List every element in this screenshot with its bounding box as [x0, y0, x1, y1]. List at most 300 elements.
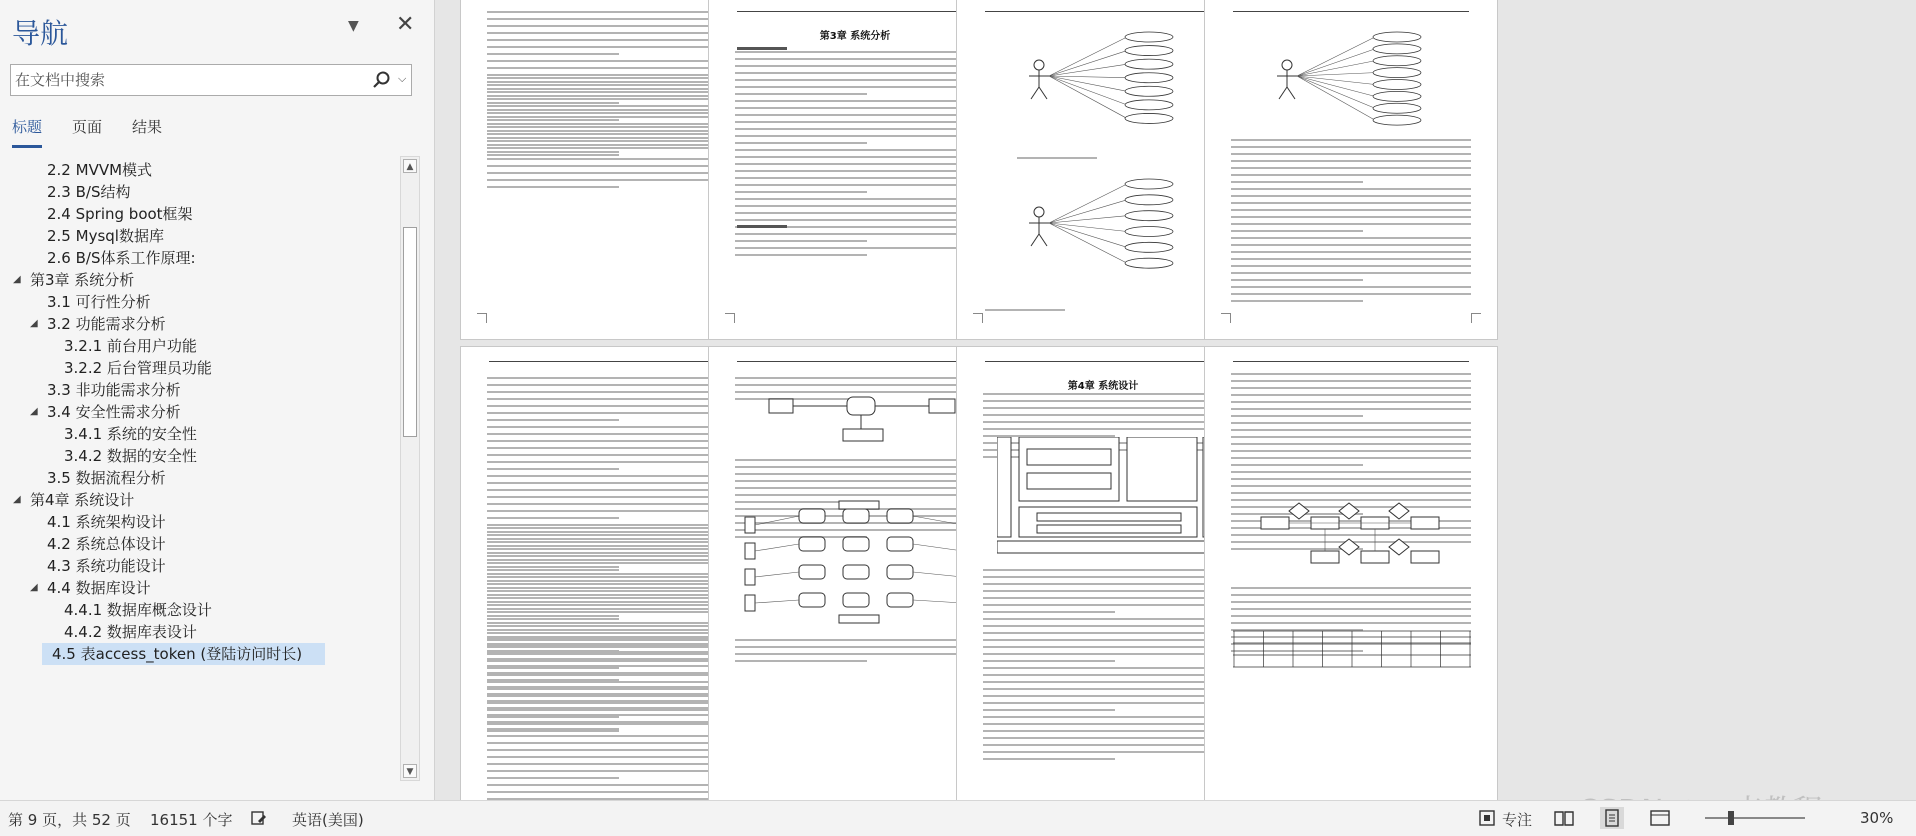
text-line: [487, 95, 727, 97]
text-line: [735, 121, 975, 123]
text-line: [983, 667, 1223, 669]
text-line: [983, 660, 1115, 662]
tab-headings[interactable]: 标题: [12, 116, 42, 148]
text-line: [735, 142, 867, 144]
text-line: [487, 693, 727, 695]
text-line: [487, 695, 727, 697]
text-line: [983, 407, 1223, 409]
focus-icon[interactable]: [1478, 809, 1496, 827]
text-line: [1231, 272, 1471, 274]
text-line: [487, 126, 727, 128]
outline-item-label: 第3章 系统分析: [30, 271, 135, 289]
text-line: [983, 758, 1115, 760]
text-line: [487, 756, 727, 758]
text-line: [1231, 471, 1471, 473]
text-line: [487, 84, 727, 86]
text-line: [735, 72, 975, 74]
outline-item[interactable]: [0, 291, 400, 313]
text-line: [487, 116, 727, 118]
text-line: [735, 384, 975, 386]
outline-item[interactable]: [0, 225, 400, 247]
text-line: [1231, 443, 1471, 445]
outline-item[interactable]: [0, 335, 400, 357]
text-line: [735, 100, 975, 102]
text-line: [487, 541, 727, 543]
text-line: [487, 531, 727, 533]
text-line: [487, 721, 727, 723]
text-line: [983, 569, 1223, 571]
text-line: [487, 18, 727, 20]
outline-item-label: 4.4.1 数据库概念设计: [64, 601, 212, 619]
search-icon[interactable]: [371, 69, 393, 91]
text-line: [1231, 265, 1471, 267]
text-line: [487, 618, 619, 620]
collapse-triangle-icon[interactable]: ◢: [13, 494, 21, 505]
text-line: [735, 114, 975, 116]
outline-item[interactable]: [0, 599, 400, 621]
text-line: [735, 240, 867, 242]
outline-item-label: 4.3 系统功能设计: [47, 557, 166, 575]
text-line: [487, 147, 727, 149]
text-line: [735, 184, 975, 186]
text-line: [487, 60, 727, 62]
outline-item[interactable]: [0, 467, 400, 489]
outline-item-label: 3.2 功能需求分析: [47, 315, 166, 333]
nav-tabs: [12, 116, 192, 148]
text-line: [983, 618, 1223, 620]
text-line: [487, 622, 727, 624]
text-line: [1231, 373, 1471, 375]
text-line: [487, 67, 727, 69]
text-line: [487, 548, 727, 550]
text-line: [487, 566, 619, 568]
outline-item[interactable]: [0, 269, 400, 291]
zoom-slider-thumb[interactable]: [1728, 811, 1734, 825]
outline-item-label: 4.4 数据库设计: [47, 579, 151, 597]
text-line: [487, 102, 619, 104]
text-line: [1231, 188, 1471, 190]
text-line: [487, 53, 619, 55]
text-line: [487, 784, 727, 786]
outline-item-label: 4.5 表access_token (登陆访问时长): [52, 645, 303, 663]
text-line: [487, 604, 727, 606]
text-line: [1231, 450, 1471, 452]
text-line: [983, 695, 1223, 697]
text-line: [735, 487, 975, 489]
outline-item-label: 3.3 非功能需求分析: [47, 381, 181, 399]
text-line: [487, 629, 727, 631]
text-line: [1231, 181, 1363, 183]
text-line: [487, 637, 727, 639]
text-line: [983, 751, 1223, 753]
text-line: [487, 426, 727, 428]
text-line: [487, 137, 727, 139]
text-line: [1231, 401, 1471, 403]
nav-search-box: [10, 64, 412, 96]
text-line: [1231, 230, 1363, 232]
outline-item[interactable]: [0, 357, 400, 379]
spell-check-icon[interactable]: [250, 809, 268, 827]
text-line: [487, 660, 727, 662]
text-line: [487, 186, 619, 188]
scroll-up-arrow-icon[interactable]: ▲: [403, 159, 417, 173]
text-line: [487, 644, 727, 646]
collapse-triangle-icon[interactable]: ◢: [30, 582, 38, 593]
text-line: [487, 587, 727, 589]
document-canvas[interactable]: [436, 0, 1916, 800]
text-line: [735, 58, 975, 60]
text-line: [1231, 146, 1471, 148]
text-line: [487, 688, 727, 690]
text-line: [983, 400, 1223, 402]
text-line: [487, 433, 727, 435]
text-line: [983, 688, 1223, 690]
text-line: [735, 198, 975, 200]
text-line: [1231, 622, 1471, 624]
tab-pages[interactable]: 页面: [72, 118, 103, 136]
outline-item[interactable]: [0, 401, 400, 423]
navigation-pane: [0, 0, 435, 800]
text-line: [487, 151, 619, 153]
text-line: [487, 723, 727, 725]
text-line: [1231, 587, 1471, 589]
text-line: [487, 632, 727, 634]
text-line: [735, 170, 975, 172]
text-line: [1231, 209, 1471, 211]
text-line: [487, 679, 619, 681]
text-line: [983, 639, 1223, 641]
text-line: [487, 714, 727, 716]
text-line: [487, 398, 727, 400]
outline-item-label: 3.4 安全性需求分析: [47, 403, 181, 421]
text-line: [1231, 223, 1471, 225]
text-line: [487, 608, 727, 610]
chapter-heading: 第4章 系统设计: [1067, 381, 1139, 392]
text-line: [487, 77, 727, 79]
text-line: [735, 128, 975, 130]
text-line: [1231, 380, 1471, 382]
text-line: [487, 475, 727, 477]
text-line: [1231, 408, 1471, 410]
outline-item-label: 3.4.2 数据的安全性: [64, 447, 197, 465]
outline-item[interactable]: [0, 555, 400, 577]
text-line: [487, 552, 727, 554]
text-line: [487, 672, 727, 674]
search-options-chevron-down-icon[interactable]: ⌵: [398, 72, 407, 85]
text-line: [487, 74, 727, 76]
text-line: [487, 538, 727, 540]
text-line: [735, 473, 975, 475]
collapse-triangle-icon[interactable]: ◢: [30, 318, 38, 329]
text-line: [1231, 153, 1471, 155]
focus-mode-button[interactable]: 专注: [1502, 811, 1533, 829]
nav-pane-title: 导航: [12, 17, 69, 50]
text-line: [487, 709, 727, 711]
text-line: [983, 590, 1223, 592]
text-line: [983, 414, 1223, 416]
outline-item[interactable]: [0, 247, 400, 269]
text-line: [487, 503, 727, 505]
page-number-indicator[interactable]: 第 9 页，共 52 页: [8, 811, 131, 829]
text-line: [487, 440, 727, 442]
web-layout-icon[interactable]: [1648, 807, 1672, 829]
text-line: [487, 545, 727, 547]
text-line: [1231, 216, 1471, 218]
text-line: [735, 646, 975, 648]
outline-item-label: 第4章 系统设计: [30, 491, 135, 509]
read-mode-icon[interactable]: [1552, 807, 1576, 829]
text-line: [735, 494, 975, 496]
word-count[interactable]: 16151 个字: [150, 811, 233, 829]
text-line: [1231, 394, 1471, 396]
text-line: [487, 730, 619, 732]
outline-item-label: 3.5 数据流程分析: [47, 469, 166, 487]
text-line: [735, 247, 975, 249]
status-bar: [0, 800, 1916, 836]
text-line: [487, 702, 727, 704]
text-line: [1231, 387, 1471, 389]
text-line: [487, 419, 619, 421]
close-icon[interactable]: ✕: [396, 12, 415, 37]
text-line: [487, 615, 619, 617]
text-line: [487, 667, 619, 669]
system-architecture-diagram: [997, 437, 1217, 555]
data-flow-diagram-detail: [739, 497, 979, 627]
text-line: [983, 421, 1223, 423]
text-line: [1231, 464, 1363, 466]
collapse-triangle-icon[interactable]: ◢: [30, 406, 38, 417]
outline-item-label: 3.2.2 后台管理员功能: [64, 359, 212, 377]
text-line: [487, 777, 619, 779]
text-line: [735, 51, 975, 53]
text-line: [487, 611, 727, 613]
text-line: [487, 580, 727, 582]
text-line: [1231, 293, 1471, 295]
text-line: [487, 123, 727, 125]
outline-item[interactable]: [0, 160, 400, 181]
text-line: [487, 749, 727, 751]
text-line: [1231, 258, 1471, 260]
outline-item-label: 3.2.1 前台用户功能: [64, 337, 197, 355]
use-case-diagram: [1265, 25, 1445, 135]
text-line: [487, 447, 727, 449]
text-line: [487, 625, 727, 627]
text-line: [735, 233, 975, 235]
document-page[interactable]: [1204, 0, 1498, 340]
text-line: [487, 651, 727, 653]
use-case-diagram: [1017, 25, 1197, 135]
outline-item-label: 4.4.2 数据库表设计: [64, 623, 197, 641]
text-line: [487, 524, 727, 526]
nav-options-chevron-down-icon[interactable]: ▼: [348, 18, 359, 34]
text-line: [735, 219, 975, 221]
text-line: [487, 653, 727, 655]
text-line: [487, 179, 727, 181]
text-line: [735, 377, 975, 379]
text-line: [487, 81, 727, 83]
outline-item[interactable]: [0, 511, 400, 533]
text-line: [487, 130, 727, 132]
outline-item[interactable]: [0, 577, 400, 599]
text-line: [487, 112, 727, 114]
zoom-level[interactable]: 30%: [1860, 809, 1894, 827]
text-line: [487, 88, 727, 90]
text-line: [487, 489, 727, 491]
text-line: [487, 91, 727, 93]
outline-item-label: 4.2 系统总体设计: [47, 535, 166, 553]
collapse-triangle-icon[interactable]: ◢: [13, 274, 21, 285]
text-line: [487, 569, 619, 571]
text-line: [735, 639, 975, 641]
text-line: [487, 496, 727, 498]
outline-item[interactable]: [0, 533, 400, 555]
text-line: [487, 646, 727, 648]
outline-item[interactable]: [0, 181, 400, 203]
text-line: [1231, 478, 1471, 480]
text-line: [735, 156, 975, 158]
print-layout-icon[interactable]: [1600, 807, 1624, 829]
text-line: [735, 205, 975, 207]
outline-item-label: 3.4.1 系统的安全性: [64, 425, 197, 443]
text-line: [735, 459, 975, 461]
outline-item-label: 2.3 B/S结构: [47, 183, 131, 201]
language-indicator[interactable]: 英语(美国): [292, 811, 364, 829]
outline-item[interactable]: [0, 379, 400, 401]
text-line: [735, 177, 975, 179]
text-line: [983, 709, 1115, 711]
text-line: [735, 107, 975, 109]
text-line: [735, 163, 975, 165]
text-line: [1231, 286, 1471, 288]
text-line: [1231, 279, 1363, 281]
text-line: [735, 466, 975, 468]
text-line: [487, 681, 727, 683]
text-line: [983, 583, 1223, 585]
outline-item-label: 3.1 可行性分析: [47, 293, 151, 311]
text-line: [487, 791, 727, 793]
text-line: [983, 744, 1223, 746]
text-line: [983, 428, 1223, 430]
text-line: [487, 32, 727, 34]
text-line: [1231, 429, 1471, 431]
text-line: [487, 140, 727, 142]
text-line: [983, 723, 1223, 725]
text-line: [1231, 160, 1471, 162]
text-line: [487, 707, 727, 709]
text-line: [735, 212, 975, 214]
text-line: [487, 674, 727, 676]
text-line: [487, 597, 727, 599]
search-input[interactable]: [11, 65, 361, 95]
text-line: [487, 559, 727, 561]
text-line: [983, 737, 1223, 739]
text-line: [1231, 492, 1471, 494]
outline-item-label: 2.4 Spring boot框架: [47, 205, 193, 223]
text-line: [487, 770, 727, 772]
text-line: [735, 65, 975, 67]
outline-item[interactable]: [0, 621, 400, 643]
text-line: [735, 79, 975, 81]
zoom-slider[interactable]: [1705, 817, 1805, 819]
text-line: [487, 665, 727, 667]
text-line: [487, 527, 727, 529]
scroll-down-arrow-icon[interactable]: ▼: [403, 764, 417, 778]
text-line: [487, 517, 619, 519]
outline-item[interactable]: [0, 313, 400, 335]
text-line: [487, 742, 727, 744]
text-line: [983, 681, 1223, 683]
text-line: [487, 412, 727, 414]
text-line: [983, 716, 1223, 718]
text-line: [487, 39, 727, 41]
text-line: [735, 653, 975, 655]
text-line: [1231, 594, 1471, 596]
text-line: [1231, 244, 1471, 246]
text-line: [487, 11, 727, 13]
text-line: [487, 158, 727, 160]
text-line: [735, 93, 867, 95]
text-line: [487, 639, 727, 641]
use-case-diagram: [1017, 172, 1197, 282]
outline-item-label: 2.6 B/S体系工作原理:: [47, 249, 196, 267]
outline-item[interactable]: [42, 643, 325, 665]
scrollbar-thumb[interactable]: [403, 227, 417, 437]
text-line: [983, 674, 1223, 676]
text-line: [1231, 300, 1363, 302]
text-line: [487, 454, 727, 456]
outline-scrollbar[interactable]: [400, 156, 420, 781]
text-line: [1231, 615, 1471, 617]
text-line: [983, 632, 1223, 634]
outline-item[interactable]: [0, 445, 400, 467]
text-line: [487, 461, 727, 463]
text-line: [487, 154, 619, 156]
text-line: [487, 391, 727, 393]
text-line: [983, 604, 1223, 606]
text-line: [487, 735, 727, 737]
text-line: [487, 510, 727, 512]
text-line: [1231, 415, 1363, 417]
chapter-heading: 第3章 系统分析: [819, 31, 891, 42]
text-line: [1231, 202, 1471, 204]
text-line: [487, 534, 727, 536]
text-line: [1231, 167, 1471, 169]
database-table: [1233, 629, 1471, 669]
text-line: [735, 480, 975, 482]
text-line: [487, 658, 727, 660]
text-line: [487, 716, 619, 718]
text-line: [983, 611, 1115, 613]
text-line: [1231, 608, 1471, 610]
tab-results[interactable]: 结果: [132, 118, 163, 136]
text-line: [487, 686, 727, 688]
data-flow-diagram: [759, 391, 959, 447]
document-page[interactable]: [1204, 346, 1498, 800]
text-line: [983, 576, 1223, 578]
text-line: [1231, 422, 1471, 424]
text-line: [735, 191, 867, 193]
outline-item[interactable]: [0, 489, 400, 511]
outline-item-label: 2.2 MVVM模式: [47, 161, 153, 179]
text-line: [487, 377, 727, 379]
outline-item-label: 2.5 Mysql数据库: [47, 227, 164, 245]
text-line: [983, 646, 1223, 648]
text-line: [487, 384, 727, 386]
outline-item[interactable]: [0, 423, 400, 445]
text-line: [1231, 436, 1471, 438]
outline-item[interactable]: [0, 203, 400, 225]
text-line: [983, 702, 1223, 704]
